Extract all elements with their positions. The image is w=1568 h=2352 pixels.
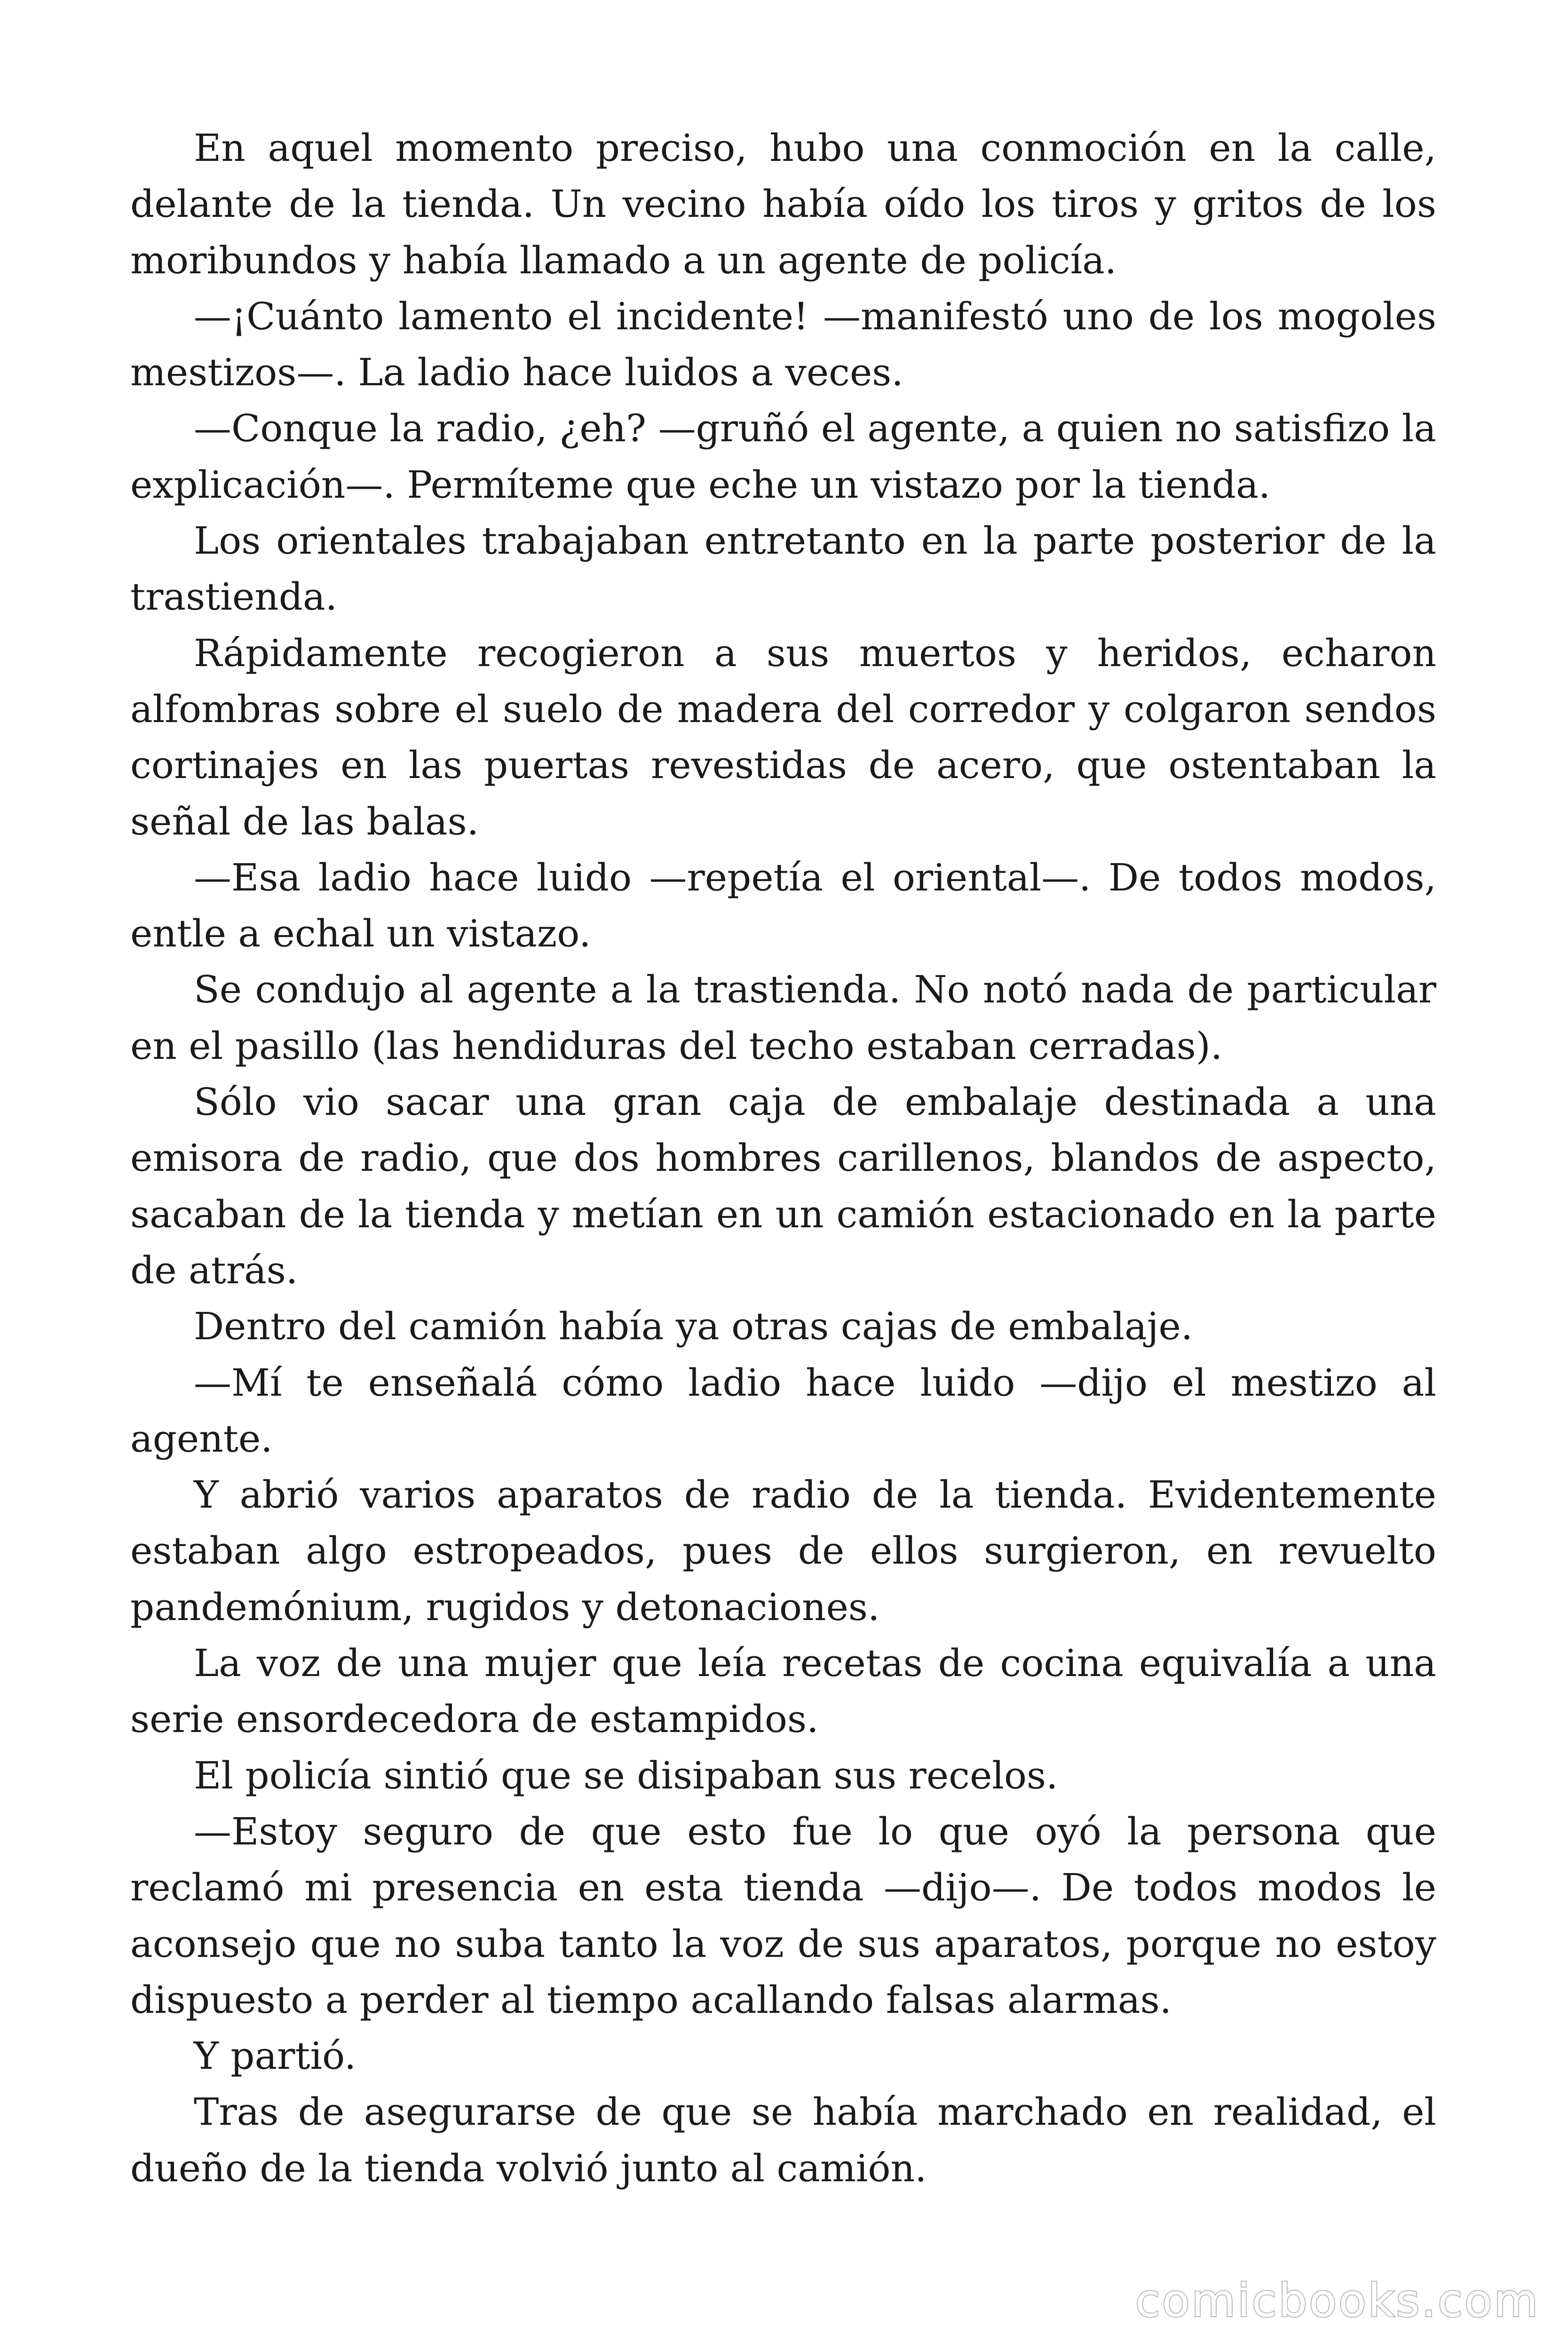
paragraph: La voz de una mujer que leía recetas de cocina equivalía a una serie ensordecedora de estampidos.: [130, 1641, 1436, 1741]
paragraph: Sólo vio sacar una gran caja de embalaje destinada a una emisora de radio, que dos hombres carillenos, blandos de aspecto, sacaban de la tienda y metían en un camión estacionado en la parte de atrás.: [130, 1080, 1436, 1292]
paragraph: El policía sintió que se disipaban sus recelos.: [194, 1753, 1058, 1797]
paragraph: Los orientales trabajaban entretanto en la parte posterior de la trastienda.: [130, 519, 1436, 619]
paragraph: Dentro del camión había ya otras cajas de embalaje.: [194, 1304, 1193, 1349]
paragraph: —Mí te enseñalá cómo ladio hace luido —dijo el mestizo al agente.: [130, 1360, 1436, 1461]
paragraph: Tras de asegurarse de que se había marchado en realidad, el dueño de la tienda volvió junto al camión.: [130, 2090, 1436, 2190]
paragraph: —Conque la radio, ¿eh? —gruñó el agente, a quien no satisfizo la explicación—. Permíteme que eche un vistazo por la tienda.: [130, 406, 1436, 507]
paragraph: Y partió.: [194, 2034, 356, 2078]
paragraph: En aquel momento preciso, hubo una conmoción en la calle, delante de la tienda. Un vecino había oído los tiros y gritos de los moribundos y había llamado a un agente de policía.: [130, 126, 1436, 282]
paragraph: —¡Cuánto lamento el incidente! —manifestó uno de los mogoles mestizos—. La ladio hace luidos a veces.: [130, 294, 1436, 395]
paragraph: Se condujo al agente a la trastienda. No notó nada de particular en el pasillo (las hendiduras del techo estaban cerradas).: [130, 968, 1436, 1068]
watermark: comicbooks.com: [1135, 2274, 1540, 2327]
body-text: [130, 120, 1436, 2196]
paragraph: —Estoy seguro de que esto fue lo que oyó la persona que reclamó mi presencia en esta tienda —dijo—. De todos modos le aconsejo que no suba tanto la voz de sus aparatos, porque no estoy dispuesto a perder al tiempo acallando falsas alarmas.: [130, 1809, 1436, 2022]
paragraph: Rápidamente recogieron a sus muertos y heridos, echaron alfombras sobre el suelo de madera del corredor y colgaron sendos cortinajes en las puertas revestidas de acero, que ostentaban la señal de las balas.: [130, 631, 1436, 843]
paragraph: Y abrió varios aparatos de radio de la tienda. Evidentemente estaban algo estropeados, pues de ellos surgieron, en revuelto pandemónium, rugidos y detonaciones.: [130, 1473, 1436, 1629]
paragraph: —Esa ladio hace luido —repetía el oriental—. De todos modos, entle a echal un vistazo.: [130, 855, 1436, 956]
